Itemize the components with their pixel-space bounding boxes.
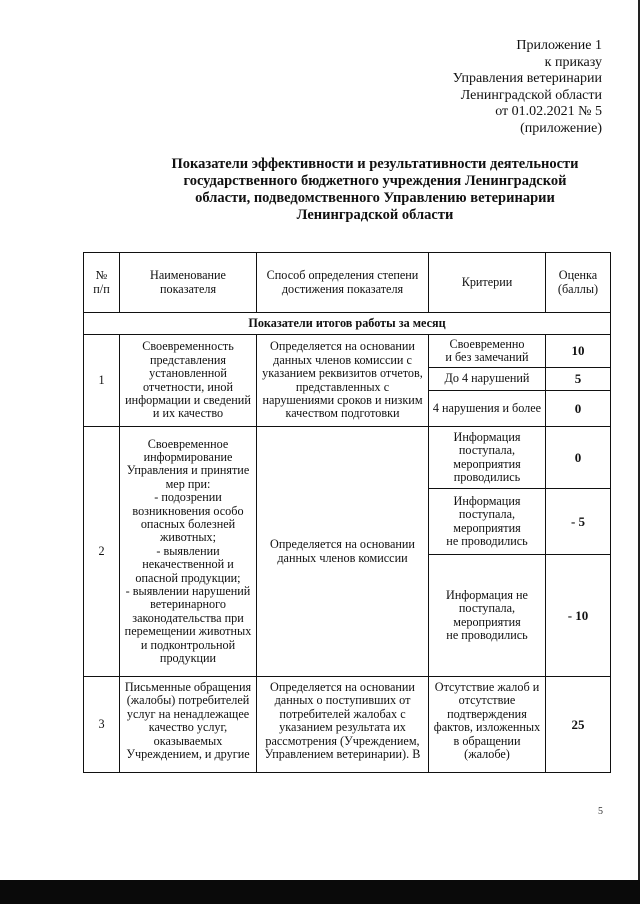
scan-bottom-bar	[0, 880, 640, 904]
indicator-name: Своевременность представления установленной отчетности, иной информации и сведений и их качество	[120, 335, 257, 427]
criteria-cell: 4 нарушения и более	[429, 391, 546, 427]
section-row	[84, 313, 611, 335]
margin-mark: 5	[598, 806, 603, 817]
score-cell: - 5	[546, 489, 611, 555]
indicator-method: Определяется на основании данных членов комиссии с указанием реквизитов отчетов, представленных с нарушениями сроков и низким качеством подготовки	[257, 335, 429, 427]
table-row	[84, 677, 611, 773]
annex-line: Приложение 1	[516, 38, 602, 53]
section-title: Показатели итогов работы за месяц	[84, 313, 611, 335]
header-criteria: Критерии	[429, 253, 546, 313]
table-row	[84, 427, 611, 489]
criteria-cell: Информация поступала, мероприятия не проводились	[429, 489, 546, 555]
score-cell: 10	[546, 335, 611, 368]
indicator-name: Своевременное информирование Управления и принятие мер при: - подозрении возникновения особо опасных болезней животных; - выявлении некачественной и опасной продукции; - выявлении нарушений ветеринарного законодательства при перемещении животных и подконтрольной продукции	[120, 427, 257, 677]
table-row	[84, 335, 611, 368]
header-method: Способ определения степени достижения показателя	[257, 253, 429, 313]
table-header-row	[84, 253, 611, 313]
header-score: Оценка (баллы)	[546, 253, 611, 313]
header-num: № п/п	[84, 253, 120, 313]
indicators-table	[83, 252, 611, 773]
title-line: области, подведомственного Управлению ветеринарии	[195, 190, 555, 206]
criteria-cell: Информация поступала, мероприятия проводились	[429, 427, 546, 489]
criteria-cell: Отсутствие жалоб и отсутствие подтверждения фактов, изложенных в обращении (жалобе)	[429, 677, 546, 773]
annex-block	[453, 38, 602, 137]
annex-line: Управления ветеринарии	[452, 71, 602, 86]
title-line: государственного бюджетного учреждения Ленинградской	[183, 173, 567, 189]
annex-line: (приложение)	[520, 120, 602, 136]
annex-line: от 01.02.2021 № 5	[495, 104, 602, 119]
row-number: 2	[84, 427, 120, 677]
row-number: 1	[84, 335, 120, 427]
criteria-cell: До 4 нарушений	[429, 368, 546, 391]
indicator-method: Определяется на основании данных о поступивших от потребителей жалобах с указанием результата их рассмотрения (Учреждением, Управлением ветеринарии). В	[257, 677, 429, 773]
indicator-name: Письменные обращения (жалобы) потребителей услуг на ненадлежащее качество услуг, оказываемых Учреждением, и другие	[120, 677, 257, 773]
criteria-cell: Своевременно и без замечаний	[429, 335, 546, 368]
score-cell: 25	[546, 677, 611, 773]
score-cell: - 10	[546, 555, 611, 677]
title-line: Ленинградской области	[296, 207, 454, 223]
score-cell: 0	[546, 427, 611, 489]
annex-line: Ленинградской области	[460, 87, 602, 103]
document-title	[140, 156, 610, 224]
header-name: Наименование показателя	[120, 253, 257, 313]
indicator-method: Определяется на основании данных членов комиссии	[257, 427, 429, 677]
annex-line: к приказу	[544, 54, 602, 70]
score-cell: 5	[546, 368, 611, 391]
title-line: Показатели эффективности и результативности деятельности	[171, 156, 579, 172]
score-cell: 0	[546, 391, 611, 427]
row-number: 3	[84, 677, 120, 773]
criteria-cell: Информация не поступала, мероприятия не проводились	[429, 555, 546, 677]
